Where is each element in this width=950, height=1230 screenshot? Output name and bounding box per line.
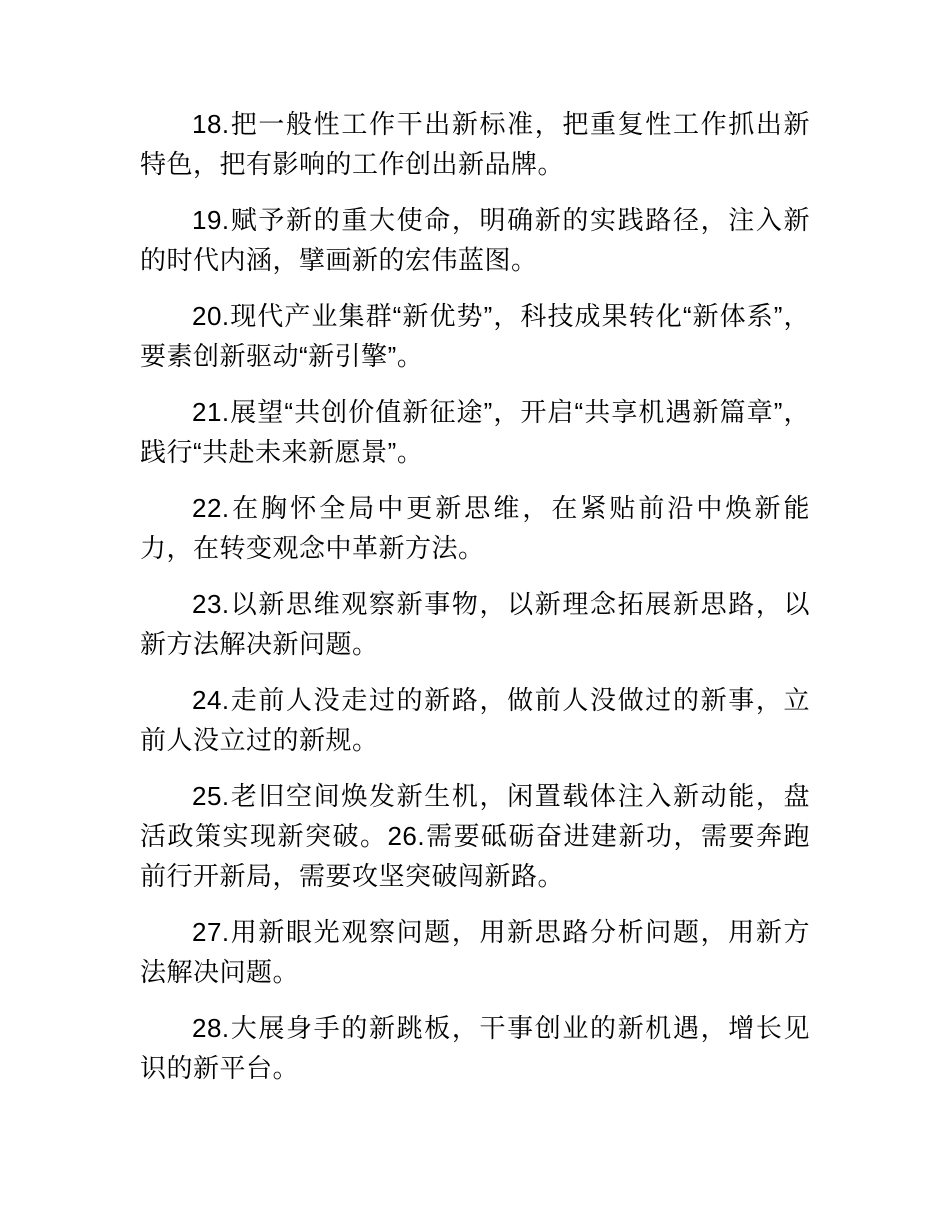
- paragraph-item-22: 22.在胸怀全局中更新思维，在紧贴前沿中焕新能力，在转变观念中革新方法。: [140, 493, 810, 563]
- paragraph-item-19: 19.赋予新的重大使命，明确新的实践路径，注入新的时代内涵，擘画新的宏伟蓝图。: [140, 205, 810, 275]
- paragraph-item-27: 27.用新眼光观察问题，用新思路分析问题，用新方法解决问题。: [140, 917, 810, 987]
- paragraph-item-23: 23.以新思维观察新事物，以新理念拓展新思路，以新方法解决新问题。: [140, 589, 810, 659]
- paragraph-item-25-26: 25.老旧空间焕发新生机，闲置载体注入新动能，盘活政策实现新突破。26.需要砥砺奋进建新功，需要奔跑前行开新局，需要攻坚突破闯新路。: [140, 781, 810, 891]
- paragraph-item-20: 20.现代产业集群“新优势”，科技成果转化“新体系”，要素创新驱动“新引擎”。: [140, 301, 810, 371]
- paragraph-item-24: 24.走前人没走过的新路，做前人没做过的新事，立前人没立过的新规。: [140, 685, 810, 755]
- paragraph-item-18: 18.把一般性工作干出新标准，把重复性工作抓出新特色，把有影响的工作创出新品牌。: [140, 109, 810, 179]
- document-body: [140, 104, 810, 1104]
- paragraph-item-28: 28.大展身手的新跳板，干事创业的新机遇，增长见识的新平台。: [140, 1013, 810, 1083]
- paragraph-item-21: 21.展望“共创价值新征途”，开启“共享机遇新篇章”，践行“共赴未来新愿景”。: [140, 397, 810, 467]
